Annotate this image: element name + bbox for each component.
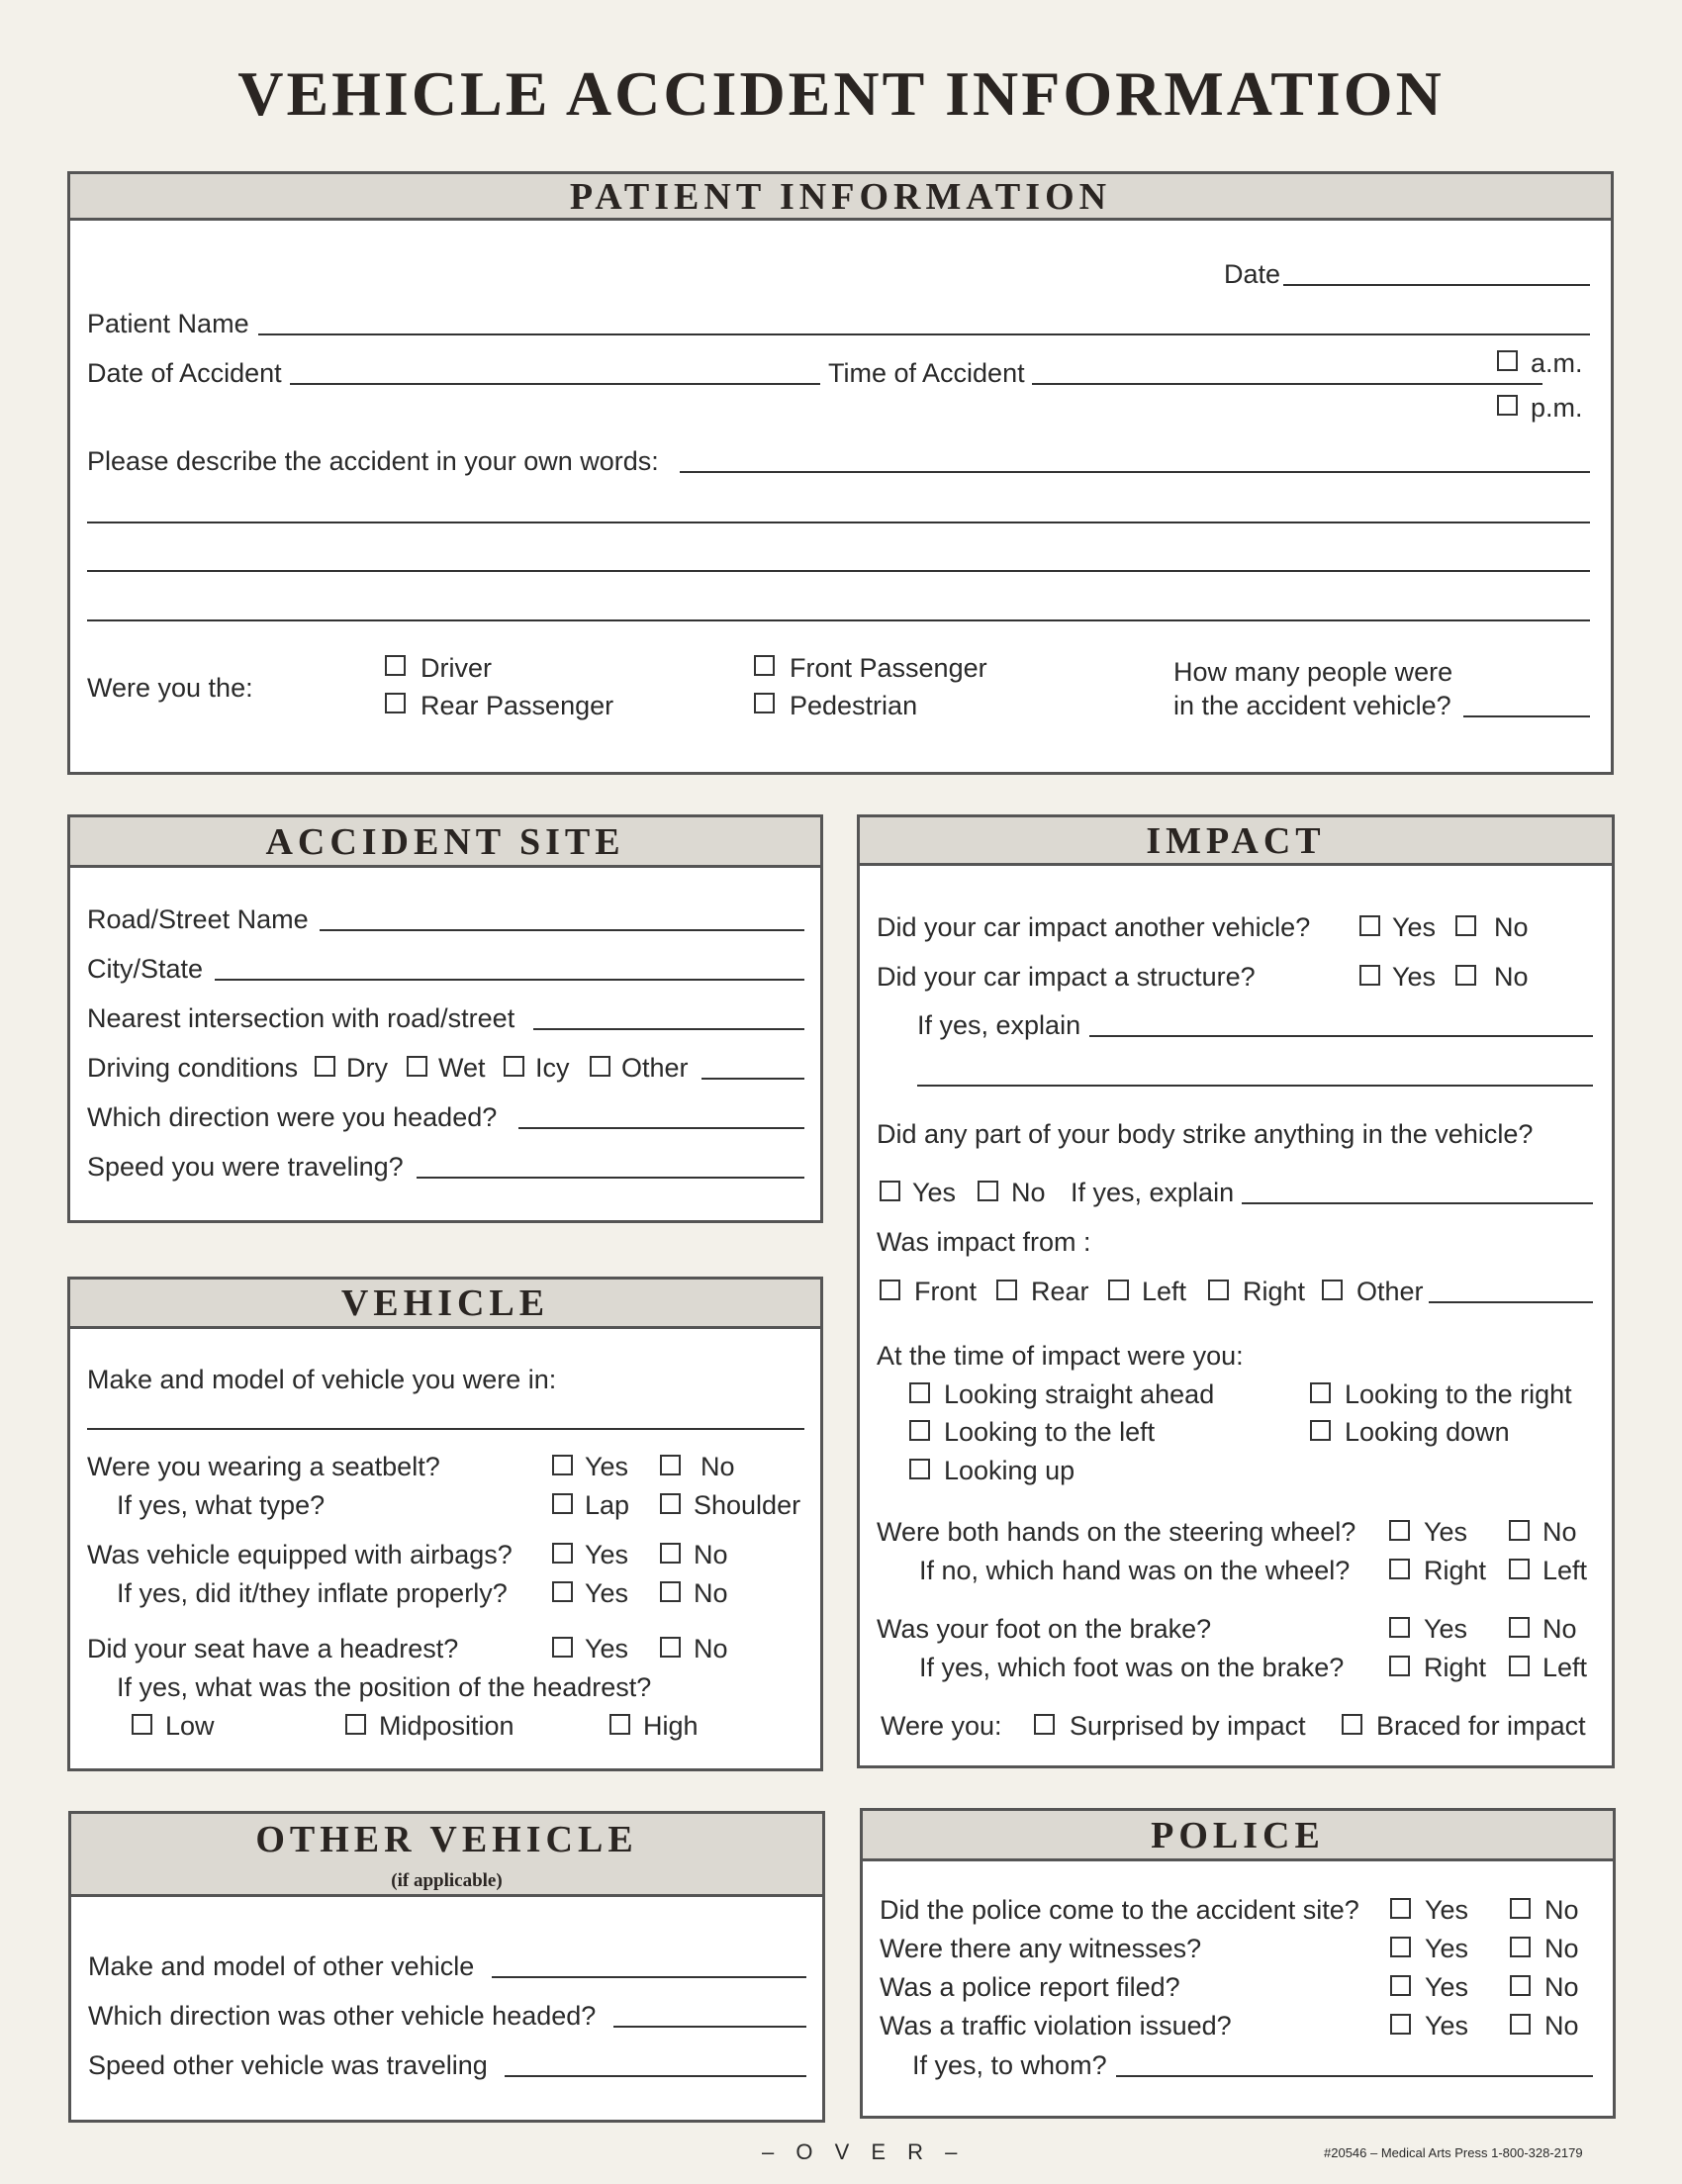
seatbelt-yes-label: Yes xyxy=(585,1452,629,1481)
seatbelt-no-label: No xyxy=(701,1452,735,1481)
report-no-checkbox[interactable] xyxy=(1510,1975,1531,1996)
speed-label: Speed you were traveling? xyxy=(87,1152,404,1182)
braced-label: Braced for impact xyxy=(1376,1711,1586,1741)
to-whom-label: If yes, to whom? xyxy=(912,2050,1107,2080)
other-direction-label: Which direction was other vehicle headed? xyxy=(88,2001,597,2031)
airbags-yes-label: Yes xyxy=(585,1540,629,1569)
patient-name-label: Patient Name xyxy=(87,309,249,338)
witnesses-no-checkbox[interactable] xyxy=(1510,1937,1531,1957)
other-speed-label: Speed other vehicle was traveling xyxy=(88,2050,488,2080)
police-header: POLICE xyxy=(863,1811,1613,1861)
other-make-field[interactable] xyxy=(492,1976,806,1978)
surprised-checkbox[interactable] xyxy=(1034,1714,1055,1735)
were-you-label: Were you: xyxy=(881,1711,1002,1741)
impact-another-label: Did your car impact another vehicle? xyxy=(877,912,1311,942)
date-of-accident-field[interactable] xyxy=(290,383,820,385)
other-vehicle-title: OTHER VEHICLE xyxy=(255,1819,638,1860)
date-of-accident-label: Date of Accident xyxy=(87,358,282,388)
other-speed-field[interactable] xyxy=(505,2075,806,2077)
mid-label: Midposition xyxy=(379,1711,514,1741)
impact-rear-checkbox[interactable] xyxy=(996,1280,1017,1300)
other-direction-field[interactable] xyxy=(613,2026,806,2028)
date-label: Date xyxy=(1224,259,1281,289)
intersection-label: Nearest intersection with road/street xyxy=(87,1003,515,1033)
airbags-no-label: No xyxy=(694,1540,728,1569)
body-no-checkbox[interactable] xyxy=(978,1181,998,1201)
how-many-field[interactable] xyxy=(1463,715,1590,717)
impact-rear-label: Rear xyxy=(1031,1277,1089,1306)
front-passenger-checkbox[interactable] xyxy=(754,655,775,676)
make-model-field[interactable] xyxy=(87,1428,804,1430)
inflate-yes-checkbox[interactable] xyxy=(552,1581,573,1602)
to-whom-field[interactable] xyxy=(1116,2075,1593,2077)
impact-structure-no-label: No xyxy=(1494,962,1529,992)
impact-structure-label: Did your car impact a structure? xyxy=(877,962,1256,992)
foot-no-label: No xyxy=(1542,1614,1577,1644)
body-no-label: No xyxy=(1011,1178,1046,1207)
page-title: VEHICLE ACCIDENT INFORMATION xyxy=(237,58,1445,129)
impact-front-label: Front xyxy=(914,1277,978,1306)
conditions-label: Driving conditions xyxy=(87,1053,299,1083)
time-of-accident-field[interactable] xyxy=(1032,383,1542,385)
hands-yes-checkbox[interactable] xyxy=(1389,1520,1410,1541)
seatbelt-yes-checkbox[interactable] xyxy=(552,1455,573,1475)
body-explain-field[interactable] xyxy=(1242,1202,1593,1204)
airbags-label: Was vehicle equipped with airbags? xyxy=(87,1540,513,1569)
high-checkbox[interactable] xyxy=(609,1714,630,1735)
other-condition-checkbox[interactable] xyxy=(590,1056,610,1077)
police-came-label: Did the police come to the accident site? xyxy=(880,1895,1359,1925)
describe-field-1[interactable] xyxy=(680,471,1590,473)
violation-yes-label: Yes xyxy=(1425,2011,1469,2041)
structure-explain-field-2[interactable] xyxy=(917,1085,1593,1087)
foot-left-checkbox[interactable] xyxy=(1509,1656,1530,1676)
shoulder-checkbox[interactable] xyxy=(660,1493,681,1514)
impact-left-label: Left xyxy=(1142,1277,1187,1306)
headrest-no-checkbox[interactable] xyxy=(660,1637,681,1658)
police-came-no-checkbox[interactable] xyxy=(1510,1898,1531,1919)
impact-other-field[interactable] xyxy=(1429,1301,1593,1303)
vehicle-header: VEHICLE xyxy=(70,1280,820,1329)
seatbelt-label: Were you wearing a seatbelt? xyxy=(87,1452,440,1481)
pm-label: p.m. xyxy=(1531,393,1583,423)
impact-other-label: Other xyxy=(1356,1277,1424,1306)
am-checkbox[interactable] xyxy=(1497,350,1518,371)
front-passenger-label: Front Passenger xyxy=(790,653,987,683)
other-vehicle-subtitle: (if applicable) xyxy=(391,1870,503,1891)
headrest-position-label: If yes, what was the position of the headrest? xyxy=(117,1672,652,1702)
impact-section xyxy=(857,814,1615,1768)
impact-from-label: Was impact from : xyxy=(877,1227,1091,1257)
date-field[interactable] xyxy=(1283,284,1590,286)
headrest-no-label: No xyxy=(694,1634,728,1663)
seatbelt-no-checkbox[interactable] xyxy=(660,1455,681,1475)
body-yes-label: Yes xyxy=(912,1178,957,1207)
foot-label: Was your foot on the brake? xyxy=(877,1614,1212,1644)
direction-field[interactable] xyxy=(518,1127,804,1129)
police-came-no-label: No xyxy=(1544,1895,1579,1925)
direction-label: Which direction were you headed? xyxy=(87,1102,498,1132)
patient-section xyxy=(67,171,1614,775)
headrest-yes-label: Yes xyxy=(585,1634,629,1663)
looking-right-checkbox[interactable] xyxy=(1310,1382,1331,1403)
braced-checkbox[interactable] xyxy=(1342,1714,1362,1735)
inflate-label: If yes, did it/they inflate properly? xyxy=(117,1578,508,1608)
accident-site-section xyxy=(67,814,823,1223)
headrest-label: Did your seat have a headrest? xyxy=(87,1634,459,1663)
police-section xyxy=(860,1808,1616,2119)
airbags-no-checkbox[interactable] xyxy=(660,1543,681,1564)
accident-site-header: ACCIDENT SITE xyxy=(70,817,820,868)
other-make-label: Make and model of other vehicle xyxy=(88,1951,475,1981)
violation-label: Was a traffic violation issued? xyxy=(880,2011,1232,2041)
rear-passenger-label: Rear Passenger xyxy=(420,691,614,720)
surprised-label: Surprised by impact xyxy=(1070,1711,1306,1741)
violation-no-label: No xyxy=(1544,2011,1579,2041)
looking-up-checkbox[interactable] xyxy=(909,1459,930,1479)
body-explain-label: If yes, explain xyxy=(1071,1178,1235,1207)
police-came-yes-checkbox[interactable] xyxy=(1390,1898,1411,1919)
looking-up-label: Looking up xyxy=(944,1456,1075,1485)
describe-field-4[interactable] xyxy=(87,619,1590,621)
hands-no-checkbox[interactable] xyxy=(1509,1520,1530,1541)
icy-checkbox[interactable] xyxy=(504,1056,524,1077)
other-vehicle-section xyxy=(68,1811,825,2123)
road-label: Road/Street Name xyxy=(87,904,309,934)
how-many-line1: How many people were xyxy=(1173,657,1453,687)
pedestrian-checkbox[interactable] xyxy=(754,693,775,713)
hand-left-label: Left xyxy=(1542,1556,1588,1585)
role-label: Were you the: xyxy=(87,673,253,703)
vehicle-section xyxy=(67,1277,823,1771)
hand-left-checkbox[interactable] xyxy=(1509,1559,1530,1579)
am-label: a.m. xyxy=(1531,348,1583,378)
looking-right-label: Looking to the right xyxy=(1345,1379,1572,1409)
patient-header: PATIENT INFORMATION xyxy=(70,174,1611,221)
icy-label: Icy xyxy=(535,1053,570,1083)
looking-ahead-checkbox[interactable] xyxy=(909,1382,930,1403)
impact-left-checkbox[interactable] xyxy=(1108,1280,1129,1300)
impact-another-yes-checkbox[interactable] xyxy=(1359,915,1380,936)
foot-right-checkbox[interactable] xyxy=(1389,1656,1410,1676)
patient-name-field[interactable] xyxy=(258,333,1590,335)
road-field[interactable] xyxy=(320,929,804,931)
body-strike-label: Did any part of your body strike anything in the vehicle? xyxy=(877,1119,1534,1149)
violation-no-checkbox[interactable] xyxy=(1510,2014,1531,2035)
headrest-yes-checkbox[interactable] xyxy=(552,1637,573,1658)
how-many-line2: in the accident vehicle? xyxy=(1173,691,1451,720)
driver-label: Driver xyxy=(420,653,492,683)
pm-checkbox[interactable] xyxy=(1497,395,1518,416)
low-label: Low xyxy=(165,1711,215,1741)
hands-label: Were both hands on the steering wheel? xyxy=(877,1517,1356,1547)
impact-front-checkbox[interactable] xyxy=(880,1280,900,1300)
publisher-info: #20546 – Medical Arts Press 1-800-328-2179 xyxy=(1324,2145,1583,2160)
hands-yes-label: Yes xyxy=(1424,1517,1468,1547)
impact-structure-yes-checkbox[interactable] xyxy=(1359,965,1380,986)
other-vehicle-header xyxy=(71,1814,822,1897)
report-label: Was a police report filed? xyxy=(880,1972,1180,2002)
impact-other-checkbox[interactable] xyxy=(1322,1280,1343,1300)
shoulder-label: Shoulder xyxy=(694,1490,801,1520)
structure-explain-label: If yes, explain xyxy=(917,1010,1081,1040)
pedestrian-label: Pedestrian xyxy=(790,691,918,720)
foot-no-checkbox[interactable] xyxy=(1509,1617,1530,1638)
which-hand-label: If no, which hand was on the wheel? xyxy=(919,1556,1351,1585)
police-came-yes-label: Yes xyxy=(1425,1895,1469,1925)
foot-left-label: Left xyxy=(1542,1653,1588,1682)
body-yes-checkbox[interactable] xyxy=(880,1181,900,1201)
looking-left-label: Looking to the left xyxy=(944,1417,1156,1447)
low-checkbox[interactable] xyxy=(132,1714,152,1735)
speed-field[interactable] xyxy=(417,1177,804,1179)
mid-checkbox[interactable] xyxy=(345,1714,366,1735)
witnesses-no-label: No xyxy=(1544,1934,1579,1963)
violation-yes-checkbox[interactable] xyxy=(1390,2014,1411,2035)
other-condition-label: Other xyxy=(621,1053,689,1083)
rear-passenger-checkbox[interactable] xyxy=(385,693,406,713)
city-label: City/State xyxy=(87,954,204,984)
wet-label: Wet xyxy=(438,1053,486,1083)
impact-structure-yes-label: Yes xyxy=(1392,962,1437,992)
hand-right-label: Right xyxy=(1424,1556,1487,1585)
impact-another-yes-label: Yes xyxy=(1392,912,1437,942)
impact-another-no-label: No xyxy=(1494,912,1529,942)
impact-another-no-checkbox[interactable] xyxy=(1455,915,1476,936)
dry-checkbox[interactable] xyxy=(315,1056,335,1077)
foot-yes-label: Yes xyxy=(1424,1614,1468,1644)
time-of-accident-label: Time of Accident xyxy=(828,358,1025,388)
impact-header: IMPACT xyxy=(860,817,1612,866)
looking-down-label: Looking down xyxy=(1345,1417,1510,1447)
report-yes-label: Yes xyxy=(1425,1972,1469,2002)
airbags-yes-checkbox[interactable] xyxy=(552,1543,573,1564)
impact-structure-no-checkbox[interactable] xyxy=(1455,965,1476,986)
describe-label: Please describe the accident in your own words: xyxy=(87,446,659,476)
witnesses-label: Were there any witnesses? xyxy=(880,1934,1202,1963)
impact-right-label: Right xyxy=(1243,1277,1306,1306)
report-yes-checkbox[interactable] xyxy=(1390,1975,1411,1996)
describe-field-3[interactable] xyxy=(87,570,1590,572)
looking-ahead-label: Looking straight ahead xyxy=(944,1379,1215,1409)
lap-checkbox[interactable] xyxy=(552,1493,573,1514)
impact-right-checkbox[interactable] xyxy=(1208,1280,1229,1300)
inflate-yes-label: Yes xyxy=(585,1578,629,1608)
dry-label: Dry xyxy=(346,1053,388,1083)
hand-right-checkbox[interactable] xyxy=(1389,1559,1410,1579)
witnesses-yes-label: Yes xyxy=(1425,1934,1469,1963)
foot-yes-checkbox[interactable] xyxy=(1389,1617,1410,1638)
inflate-no-label: No xyxy=(694,1578,728,1608)
intersection-field[interactable] xyxy=(533,1028,804,1030)
make-model-label: Make and model of vehicle you were in: xyxy=(87,1365,557,1394)
at-time-label: At the time of impact were you: xyxy=(877,1341,1244,1371)
seatbelt-type-label: If yes, what type? xyxy=(117,1490,326,1520)
other-condition-field[interactable] xyxy=(701,1078,804,1080)
over-label: – O V E R – xyxy=(762,2139,966,2164)
driver-checkbox[interactable] xyxy=(385,655,406,676)
report-no-label: No xyxy=(1544,1972,1579,2002)
which-foot-label: If yes, which foot was on the brake? xyxy=(919,1653,1345,1682)
inflate-no-checkbox[interactable] xyxy=(660,1581,681,1602)
looking-down-checkbox[interactable] xyxy=(1310,1420,1331,1441)
describe-field-2[interactable] xyxy=(87,522,1590,523)
structure-explain-field-1[interactable] xyxy=(1089,1035,1593,1037)
hands-no-label: No xyxy=(1542,1517,1577,1547)
city-field[interactable] xyxy=(215,979,804,981)
witnesses-yes-checkbox[interactable] xyxy=(1390,1937,1411,1957)
wet-checkbox[interactable] xyxy=(407,1056,427,1077)
foot-right-label: Right xyxy=(1424,1653,1487,1682)
high-label: High xyxy=(643,1711,699,1741)
lap-label: Lap xyxy=(585,1490,630,1520)
looking-left-checkbox[interactable] xyxy=(909,1420,930,1441)
